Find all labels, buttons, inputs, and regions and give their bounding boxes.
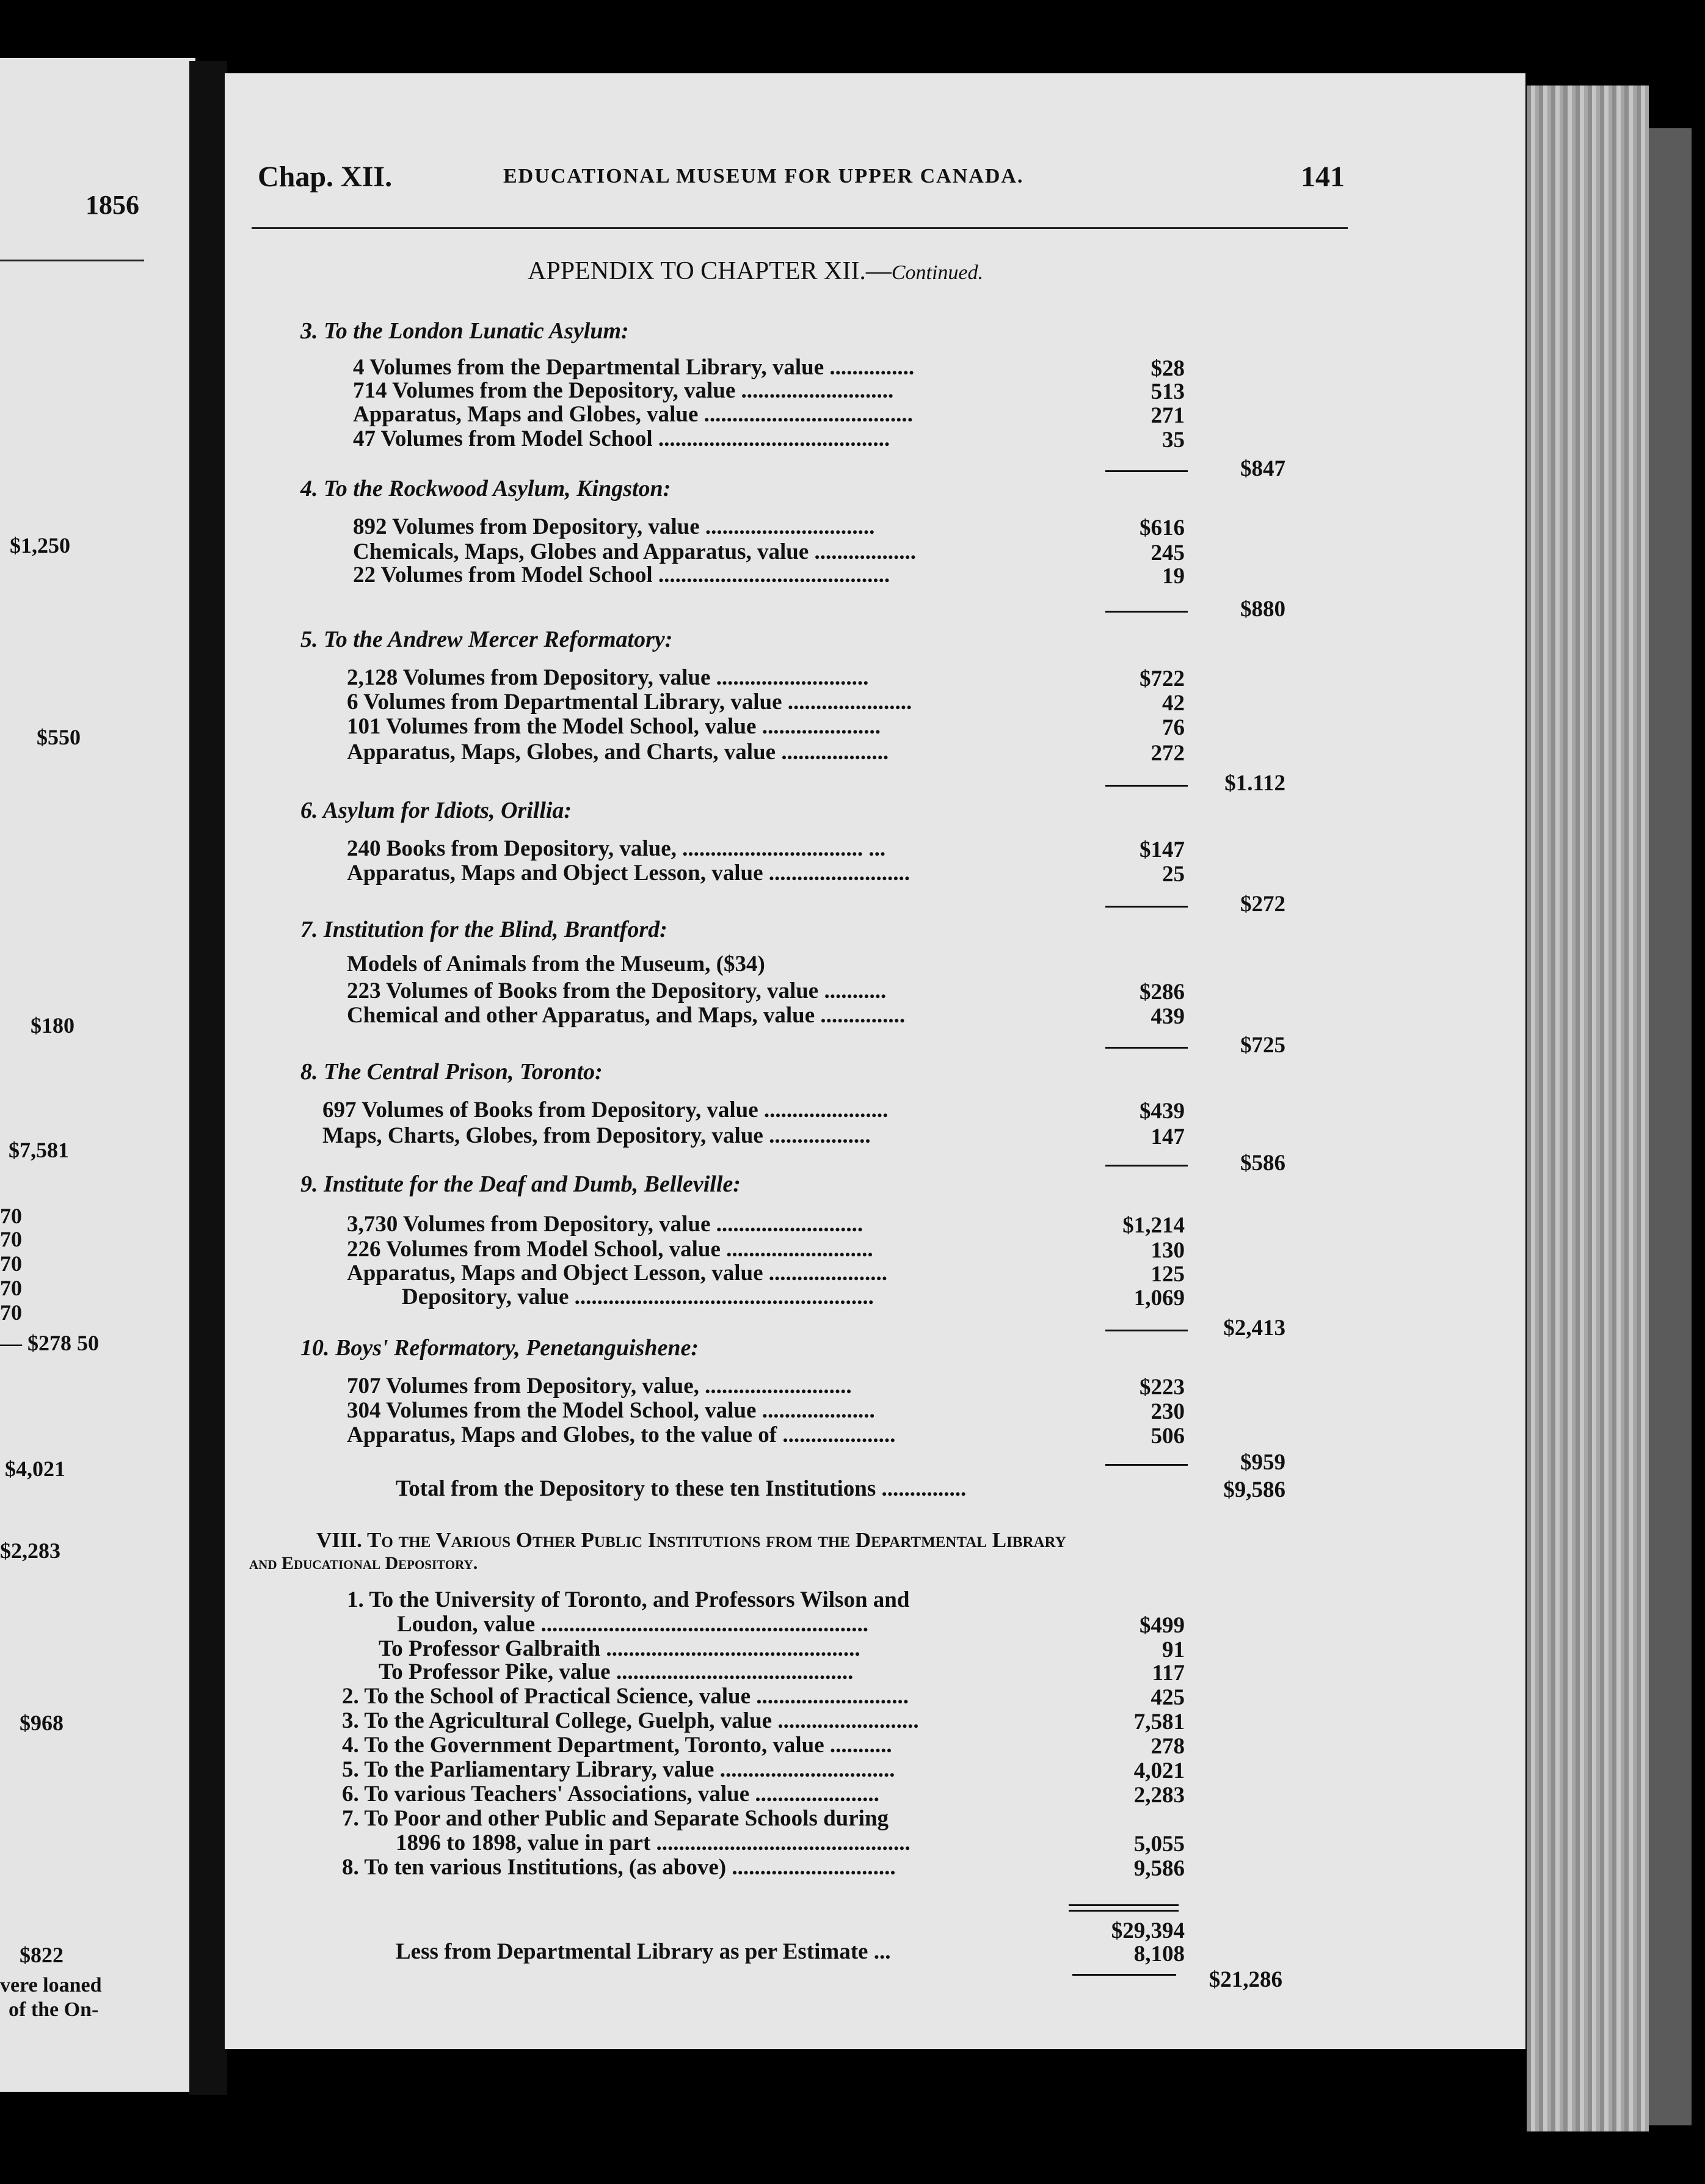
left-margin-amount: $1,250 — [10, 533, 70, 558]
left-page — [0, 58, 195, 2092]
section-viii-heading-1: VIII. To the Various Other Public Institutions from the Departmental Library — [316, 1528, 1066, 1552]
section-viii-item-text: 3. To the Agricultural College, Guelph, value ......................... — [342, 1708, 919, 1733]
left-margin-amount: $180 — [31, 1013, 75, 1038]
section-viii-item-value: 91 — [1162, 1637, 1185, 1662]
line-item-value: 272 — [1151, 741, 1185, 766]
line-item-value: 506 — [1151, 1424, 1185, 1449]
line-item-value: 76 — [1162, 715, 1185, 740]
line-item-text: Apparatus, Maps and Object Lesson, value ..................... — [347, 1261, 888, 1286]
section-viii-item-text: 1896 to 1898, value in part ............................................. — [396, 1830, 911, 1855]
left-margin-amount: — $278 50 — [0, 1331, 99, 1355]
line-item-value: $1,214 — [1122, 1213, 1185, 1238]
line-item-text: 6 Volumes from Departmental Library, value ...................... — [347, 690, 912, 715]
left-margin-amount: $822 — [20, 1943, 64, 1967]
line-item-value: 1,069 — [1133, 1286, 1185, 1311]
line-item-text: 2,128 Volumes from Depository, value ........................... — [347, 665, 869, 690]
line-item-text: Models of Animals from the Museum, ($34) — [347, 952, 765, 977]
section-viii-item-text: 1. To the University of Toronto, and Professors Wilson and — [347, 1587, 910, 1612]
line-item-value: 35 — [1162, 428, 1185, 453]
line-item-text: Apparatus, Maps and Globes, value ..................................... — [353, 402, 913, 427]
left-margin-amount: 70 — [0, 1204, 22, 1228]
chapter-label: Chap. XII. — [258, 161, 393, 193]
page-edges — [1527, 86, 1649, 2131]
page-number: 141 — [1301, 161, 1345, 193]
line-item-text: 697 Volumes of Books from Depository, value ...................... — [322, 1097, 889, 1123]
section-viii-item-value: 425 — [1151, 1685, 1185, 1710]
section-viii-heading-2: and Educational Depository. — [249, 1553, 478, 1573]
section-viii-item-text: 4. To the Government Department, Toronto, value ........... — [342, 1733, 892, 1758]
line-item-text: Apparatus, Maps, Globes, and Charts, value ................... — [347, 740, 889, 765]
line-item-text: 22 Volumes from Model School ......................................... — [353, 562, 890, 588]
line-item-text: 4 Volumes from the Departmental Library, value ............... — [353, 355, 915, 380]
section-viii-item-value: 278 — [1151, 1734, 1185, 1759]
running-title: EDUCATIONAL MUSEUM FOR UPPER CANADA. — [503, 165, 1024, 187]
line-item-text: Apparatus, Maps and Globes, to the value of .................... — [347, 1422, 896, 1447]
section-heading: 9. Institute for the Deaf and Dumb, Belleville: — [300, 1171, 741, 1197]
section-total: $847 — [1240, 456, 1285, 481]
line-item-text: 714 Volumes from the Depository, value ........................... — [353, 378, 894, 403]
section-viii-item-text: 8. To ten various Institutions, (as above) ............................. — [342, 1855, 896, 1880]
section-heading: 6. Asylum for Idiots, Orillia: — [300, 798, 572, 823]
line-item-text: 240 Books from Depository, value, ................................ ... — [347, 836, 886, 861]
left-page-footer-line-1: vere loaned — [0, 1974, 102, 1997]
appendix-title-continued: Continued. — [891, 261, 983, 284]
line-item-value: $223 — [1140, 1375, 1185, 1400]
left-page-footer-line-2: of the On- — [9, 1998, 99, 2021]
left-margin-amount: 70 — [0, 1276, 22, 1300]
line-item-text: Chemical and other Apparatus, and Maps, value ............... — [347, 1003, 906, 1028]
section-heading: 5. To the Andrew Mercer Reformatory: — [300, 627, 673, 652]
section-viii-item-text: Loudon, value .......................................................... — [397, 1612, 868, 1637]
line-item-text: Depository, value ..................................................... — [402, 1284, 874, 1309]
line-item-text: Apparatus, Maps and Object Lesson, value ......................... — [347, 861, 911, 886]
line-item-value: $439 — [1140, 1099, 1185, 1124]
section-viii-item-value: 5,055 — [1133, 1832, 1185, 1857]
line-item-value: $147 — [1140, 837, 1185, 862]
section-viii-item-value: 9,586 — [1133, 1856, 1185, 1881]
section-heading: 4. To the Rockwood Asylum, Kingston: — [300, 476, 671, 501]
section-viii-item-text: 7. To Poor and other Public and Separate Schools during — [342, 1806, 889, 1831]
line-item-value: 271 — [1151, 403, 1185, 428]
section-viii-item-text: 5. To the Parliamentary Library, value ............................... — [342, 1757, 895, 1782]
section-heading: 3. To the London Lunatic Asylum: — [300, 318, 629, 344]
section-viii-item-text: To Professor Galbraith ............................................. — [379, 1636, 860, 1661]
section-total: $586 — [1240, 1151, 1285, 1176]
line-item-text: 101 Volumes from the Model School, value ..................... — [347, 714, 881, 739]
ten-institutions-total-value: $9,586 — [1223, 1477, 1285, 1502]
line-item-value: 125 — [1151, 1262, 1185, 1287]
left-page-year: 1856 — [85, 190, 139, 220]
section-heading: 8. The Central Prison, Toronto: — [300, 1059, 603, 1085]
left-margin-amount: $968 — [20, 1711, 64, 1735]
line-item-value: 42 — [1162, 691, 1185, 716]
line-item-value: 513 — [1151, 379, 1185, 404]
section-heading: 7. Institution for the Blind, Brantford: — [300, 917, 667, 942]
line-item-text: 707 Volumes from Depository, value, .......................... — [347, 1374, 852, 1399]
left-margin-amount: 70 — [0, 1300, 22, 1325]
section-total: $725 — [1240, 1033, 1285, 1058]
line-item-value: $722 — [1140, 666, 1185, 691]
net-total-value: $21,286 — [1209, 1967, 1282, 1992]
less-departmental-value: 8,108 — [1133, 1942, 1185, 1967]
line-item-value: 230 — [1151, 1399, 1185, 1424]
section-viii-item-value: 7,581 — [1133, 1709, 1185, 1734]
left-margin-amount: 70 — [0, 1227, 22, 1251]
section-viii-item-value: 2,283 — [1133, 1783, 1185, 1808]
line-item-text: Chemicals, Maps, Globes and Apparatus, value .................. — [353, 539, 917, 564]
line-item-value: $28 — [1151, 356, 1185, 381]
line-item-value: 19 — [1162, 564, 1185, 589]
section-viii-item-value: $499 — [1140, 1613, 1185, 1638]
line-item-value: 25 — [1162, 862, 1185, 887]
book-spine — [189, 61, 227, 2095]
line-item-value: 147 — [1151, 1124, 1185, 1149]
section-viii-item-value: 117 — [1152, 1661, 1185, 1686]
left-margin-amount: $550 — [37, 725, 81, 749]
left-page-rule — [0, 260, 144, 261]
less-departmental-label: Less from Departmental Library as per Estimate ... — [396, 1939, 891, 1964]
section-viii-item-value: 4,021 — [1133, 1758, 1185, 1783]
left-margin-amount: $7,581 — [9, 1138, 69, 1162]
ten-institutions-total-label: Total from the Depository to these ten Institutions ............... — [396, 1476, 967, 1501]
section-total: $1.112 — [1224, 771, 1285, 796]
section-viii-item-text: To Professor Pike, value .......................................... — [379, 1659, 854, 1684]
appendix-title-main: APPENDIX TO CHAPTER XII.— — [528, 257, 892, 285]
section-total: $272 — [1240, 892, 1285, 917]
appendix-title — [528, 257, 983, 286]
line-item-text: 304 Volumes from the Model School, value .................... — [347, 1398, 875, 1423]
section-viii-subtotal: $29,394 — [1111, 1918, 1185, 1943]
book-cover-edge — [1649, 128, 1692, 2125]
section-total: $880 — [1240, 597, 1285, 622]
section-viii-double-rule-1 — [1069, 1904, 1179, 1906]
section-total: $959 — [1240, 1450, 1285, 1475]
section-viii-double-rule-2 — [1069, 1910, 1179, 1912]
line-item-text: 223 Volumes of Books from the Depository, value ........... — [347, 978, 887, 1003]
line-item-text: 3,730 Volumes from Depository, value .......................... — [347, 1212, 863, 1237]
section-heading: 10. Boys' Reformatory, Penetanguishene: — [300, 1335, 699, 1361]
section-total: $2,413 — [1223, 1316, 1285, 1341]
line-item-text: 226 Volumes from Model School, value .......................... — [347, 1237, 873, 1262]
section-viii-item-text: 2. To the School of Practical Science, value ........................... — [342, 1684, 909, 1709]
line-item-text: 892 Volumes from Depository, value .............................. — [353, 514, 875, 539]
left-margin-amount: $2,283 — [0, 1538, 60, 1563]
left-margin-amount: 70 — [0, 1251, 22, 1276]
line-item-text: 47 Volumes from Model School ......................................... — [353, 426, 890, 451]
section-viii-item-text: 6. To various Teachers' Associations, value ...................... — [342, 1782, 879, 1807]
line-item-value: $616 — [1140, 515, 1185, 541]
line-item-value: 439 — [1151, 1004, 1185, 1029]
line-item-text: Maps, Charts, Globes, from Depository, value .................. — [322, 1123, 871, 1148]
line-item-value: 130 — [1151, 1238, 1185, 1263]
left-margin-amount: $4,021 — [5, 1457, 65, 1481]
line-item-value: 245 — [1151, 541, 1185, 566]
header-rule — [252, 227, 1348, 229]
line-item-value: $286 — [1140, 980, 1185, 1005]
